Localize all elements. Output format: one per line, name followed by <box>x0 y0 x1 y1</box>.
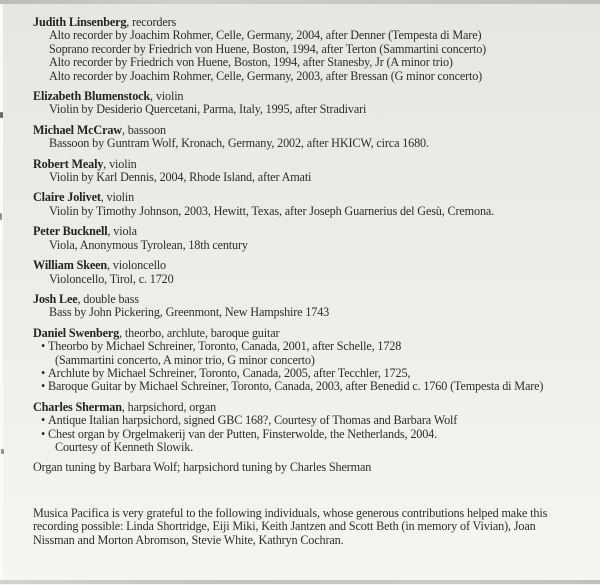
instrument-line: • Antique Italian harpsichord, signed GBC 168?, Courtesy of Thomas and Barbara Wolf <box>33 414 594 427</box>
musician-name: Charles Sherman <box>33 399 122 414</box>
instrument-lines <box>33 205 594 218</box>
instrument-lines <box>33 103 594 116</box>
musician-name: Daniel Swenberg <box>33 325 120 340</box>
instrument-lines <box>33 306 594 319</box>
musician-entry <box>33 259 594 286</box>
instrument-line: Violin by Timothy Johnson, 2003, Hewitt, Texas, after Joseph Guarnerius del Gesù, Cremona. <box>49 203 495 218</box>
musician-name: Peter Bucknell <box>33 224 108 239</box>
instrument-lines <box>33 239 594 252</box>
instrument-line: Violin by Karl Dennis, 2004, Rhode Island, after Amati <box>49 170 312 185</box>
instrument-line: Viola, Anonymous Tyrolean, 18th century <box>49 237 248 252</box>
musician-entry <box>33 293 594 320</box>
musician-name-line <box>33 225 594 238</box>
musician-role: , theorbo, archlute, baroque guitar <box>119 325 280 340</box>
scan-edge-top <box>0 0 600 4</box>
instrument-line: Soprano recorder by Friedrich von Huene, Boston, 1994, after Terton (Sammartini concerto) <box>49 41 487 56</box>
musician-role: , double bass <box>77 291 139 306</box>
instrument-line: Bassoon by Guntram Wolf, Kronach, Germany, 2002, after HKICW, circa 1680. <box>49 136 429 151</box>
musician-name-line <box>33 191 594 204</box>
musician-role: , bassoon <box>121 122 166 137</box>
musician-entry <box>33 16 594 83</box>
instrument-lines <box>33 340 594 394</box>
instrument-lines <box>33 171 594 184</box>
musician-name: Michael McCraw <box>33 122 122 137</box>
musician-role: , harpsichord, organ <box>121 399 217 414</box>
instrument-line: Bass by John Pickering, Greenmont, New Hampshire 1743 <box>49 305 330 320</box>
instrument-line: Alto recorder by Joachim Rohmer, Celle, Germany, 2003, after Bressan (G minor concerto) <box>49 68 483 83</box>
musician-name-line <box>33 259 594 272</box>
scan-speck <box>1 449 4 454</box>
acknowledgment <box>33 507 594 547</box>
musician-name: Judith Linsenberg <box>33 15 127 29</box>
musician-name: Elizabeth Blumenstock <box>33 89 151 104</box>
instrument-line: Violin by Desiderio Quercetani, Parma, Italy, 1995, after Stradivari <box>49 102 367 117</box>
acknowledgment-line: recording possible: Linda Shortridge, Eiji Miki, Keith Jantzen and Scott Beth (in memory of Vivian), Joan <box>33 519 536 534</box>
musician-entry <box>33 191 594 218</box>
musician-role: , violin <box>100 190 135 205</box>
musician-entry <box>33 225 594 252</box>
musician-entry <box>33 327 594 394</box>
musician-entry <box>33 158 594 185</box>
instrument-lines <box>33 273 594 286</box>
instrument-line: (Sammartini concerto, A minor trio, G minor concerto) <box>55 352 315 367</box>
acknowledgment-line: Nissman and Morton Abromson, Stevie White, Kathryn Cochran. <box>33 532 344 547</box>
instrument-line: Courtesy of Kenneth Slowik. <box>55 439 194 454</box>
musician-role: , violin <box>103 156 137 171</box>
musician-name-line <box>33 158 594 171</box>
scan-edge-bottom <box>0 580 600 584</box>
instrument-lines <box>33 414 594 454</box>
instrument-line: • Chest organ by Orgelmakerij van der Putten, Finsterwolde, the Netherlands, 2004. <box>33 428 594 441</box>
acknowledgment-line: Musica Pacifica is very grateful to the following individuals, whose generous contributions helped make this <box>33 505 548 520</box>
scan-edge-left <box>0 4 3 580</box>
musician-role: , viola <box>107 224 137 239</box>
musician-entry <box>33 124 594 151</box>
instrument-line: • Archlute by Michael Schreiner, Toronto, Canada, 2005, after Tecchler, 1725, <box>33 367 594 380</box>
instrument-line: • Theorbo by Michael Schreiner, Toronto, Canada, 2001, after Schelle, 1728 <box>33 340 594 353</box>
musician-name: Claire Jolivet <box>33 190 101 205</box>
musician-name: Josh Lee <box>33 291 78 306</box>
musician-name-line <box>33 327 594 340</box>
musician-entry <box>33 401 594 455</box>
instrument-line: Alto recorder by Joachim Rohmer, Celle, Germany, 2004, after Denner (Tempesta di Mare) <box>49 28 482 43</box>
instrument-line: Violoncello, Tirol, c. 1720 <box>49 271 174 286</box>
musician-entry <box>33 90 594 117</box>
musician-name: William Skeen <box>33 258 108 273</box>
instrument-lines <box>33 29 594 83</box>
musician-name-line <box>33 401 594 414</box>
scan-speck <box>0 213 2 220</box>
musician-name: Robert Mealy <box>33 156 104 171</box>
instrument-line: Alto recorder by Friedrich von Huene, Boston, 1994, after Stanesby, Jr (A minor trio) <box>49 55 453 70</box>
musician-role: , violin <box>150 89 184 104</box>
scan-speck <box>0 112 3 118</box>
musician-name-line <box>33 124 594 137</box>
instrument-line: • Baroque Guitar by Michael Schreiner, Toronto, Canada, 2003, after Benedid c. 1760 (Tempesta di Mare) <box>33 380 594 393</box>
musician-name-line <box>33 16 594 29</box>
musician-name-line <box>33 90 594 103</box>
musician-role: , recorders <box>126 15 177 29</box>
tuning-note: Organ tuning by Barbara Wolf; harpsichord tuning by Charles Sherman <box>33 460 372 475</box>
instrument-lines <box>33 137 594 150</box>
musician-name-line <box>33 293 594 306</box>
credits-list <box>33 16 594 454</box>
musician-role: , violoncello <box>107 258 166 273</box>
